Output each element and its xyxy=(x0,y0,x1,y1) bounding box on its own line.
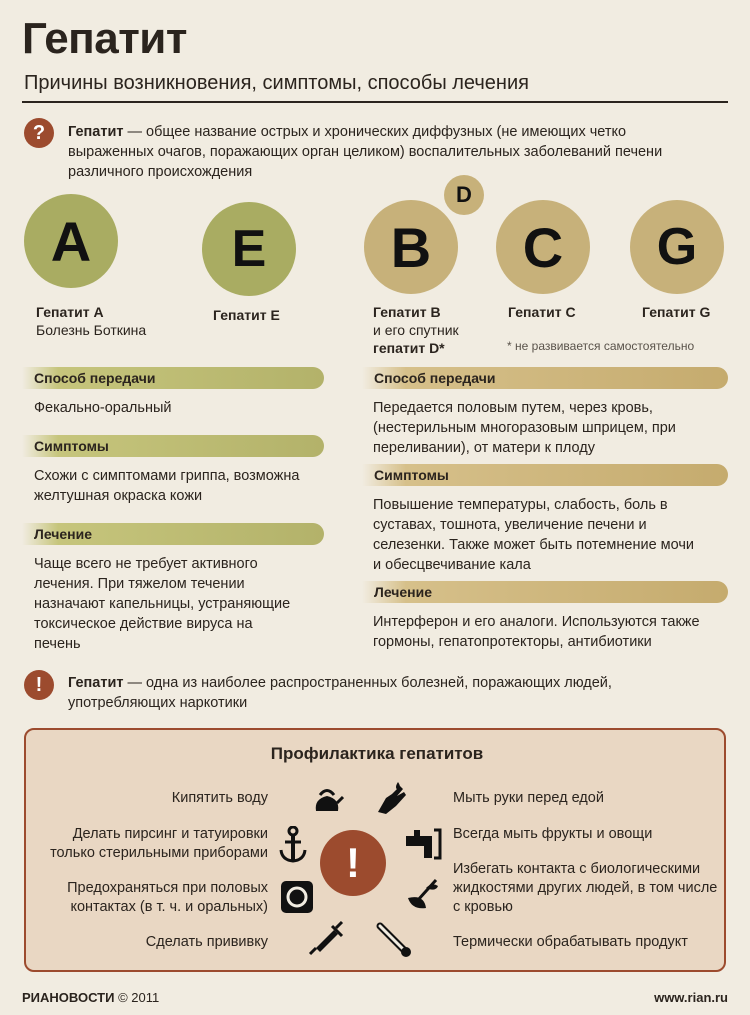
warning-body: — одна из наиболее распространенных болезней, поражающих людей, употребляющих наркотики xyxy=(68,675,612,711)
warning-text xyxy=(68,673,688,713)
prevention-left-1: Кипятить воду xyxy=(171,790,268,806)
page-title: Гепатит xyxy=(22,14,187,63)
label-a xyxy=(36,303,186,339)
question-icon: ? xyxy=(24,118,54,148)
prevention-right-1: Мыть руки перед едой xyxy=(453,790,604,806)
label-b-name: Гепатит B xyxy=(373,304,441,320)
left-transmission-text: Фекально-оральный xyxy=(34,400,172,416)
intro-bold: Гепатит xyxy=(68,124,124,140)
label-g-name: Гепатит G xyxy=(642,304,711,320)
label-b-extra2: гепатит D* xyxy=(373,340,445,356)
divider xyxy=(22,101,728,103)
left-treatment-text: Чаще всего не требует активного лечения. При тяжелом течении назначают капельницы, устраняющие токсическое действие вируса на печень xyxy=(34,556,291,652)
hand-washing-icon xyxy=(372,780,410,818)
left-treatment-header: Лечение xyxy=(22,523,324,545)
kettle-icon xyxy=(310,783,344,817)
label-g xyxy=(642,303,742,321)
seal-g-letter: G xyxy=(656,218,698,276)
seal-d-letter: D xyxy=(456,182,472,207)
label-a-name: Гепатит A xyxy=(36,304,104,320)
faucet-icon xyxy=(404,828,442,860)
left-symptoms-header: Симптомы xyxy=(22,435,324,457)
seal-c xyxy=(500,204,586,290)
exclamation-icon: ! xyxy=(24,670,54,700)
intro-body: — общее название острых и хронических диффузных (не имеющих четко выраженных очагов, поражающих орган целиком) воспалительных заболеваний печени различного происхождения xyxy=(68,124,663,180)
label-c-name: Гепатит C xyxy=(508,304,576,320)
thermometer-icon xyxy=(374,918,414,958)
right-symptoms-text: Повышение температуры, слабость, боль в суставах, тошнота, увеличение печени и селезенки. Также может быть потемнение мочи и обесцвечивание кала xyxy=(373,497,695,573)
prevention-right-2: Всегда мыть фрукты и овощи xyxy=(453,826,653,842)
right-transmission-header: Способ передачи xyxy=(362,367,728,389)
page-subtitle: Причины возникновения, симптомы, способы лечения xyxy=(24,72,529,94)
warning-bold: Гепатит xyxy=(68,675,124,691)
seal-a xyxy=(28,198,114,284)
fruit-icon xyxy=(404,876,440,912)
prevention-title: Профилактика гепатитов xyxy=(270,744,484,763)
intro-text xyxy=(68,122,688,182)
left-symptoms-text: Схожи с симптомами гриппа, возможна желтушная окраска кожи xyxy=(34,468,300,504)
seal-b xyxy=(368,204,454,290)
brand-logo: РИАНОВОСТИ xyxy=(22,990,115,1005)
prevention-left-4: Сделать прививку xyxy=(145,934,268,950)
right-treatment-header: Лечение xyxy=(362,581,728,603)
footer-brand xyxy=(22,990,159,1005)
prevention-right-3: Избегать контакта с биологическими жидкостями других людей, в том числе с кровью xyxy=(453,861,718,915)
seal-a-letter: A xyxy=(50,209,92,273)
seal-e-letter: E xyxy=(231,220,267,278)
right-transmission-text: Передается половым путем, через кровь, (нестерильным многоразовым шприцем, при переливании), от матери к плоду xyxy=(373,400,676,456)
right-symptoms-header: Симптомы xyxy=(362,464,728,486)
prevention-left-3: Предохраняться при половых контактах (в т. ч. и оральных) xyxy=(67,880,268,915)
prevention-left-2: Делать пирсинг и татуировки только стерильными приборами xyxy=(50,826,268,861)
label-a-extra: Болезнь Боткина xyxy=(36,322,147,338)
seal-c-letter: C xyxy=(522,215,564,279)
big-exclamation-icon: ! xyxy=(320,830,386,896)
label-c xyxy=(508,303,618,321)
anchor-icon xyxy=(278,826,308,864)
right-treatment-text: Интерферон и его аналоги. Используются также гормоны, гепатопротекторы, антибиотики xyxy=(373,614,700,650)
seal-g xyxy=(634,204,720,290)
footer-url[interactable]: www.rian.ru xyxy=(654,990,728,1005)
condom-icon xyxy=(280,880,314,914)
prevention-right-4: Термически обрабатывать продукт xyxy=(453,934,688,950)
label-e xyxy=(213,306,333,324)
label-b-extra: и его спутник xyxy=(373,322,459,338)
seal-d xyxy=(448,179,480,211)
seal-e xyxy=(206,206,292,292)
syringe-icon xyxy=(306,918,346,958)
copyright: © 2011 xyxy=(118,990,160,1005)
footnote: * не развивается самостоятельно xyxy=(507,339,695,353)
label-b xyxy=(373,303,503,357)
seal-b-letter: B xyxy=(390,215,432,279)
left-transmission-header: Способ передачи xyxy=(22,367,324,389)
label-e-name: Гепатит E xyxy=(213,307,280,323)
